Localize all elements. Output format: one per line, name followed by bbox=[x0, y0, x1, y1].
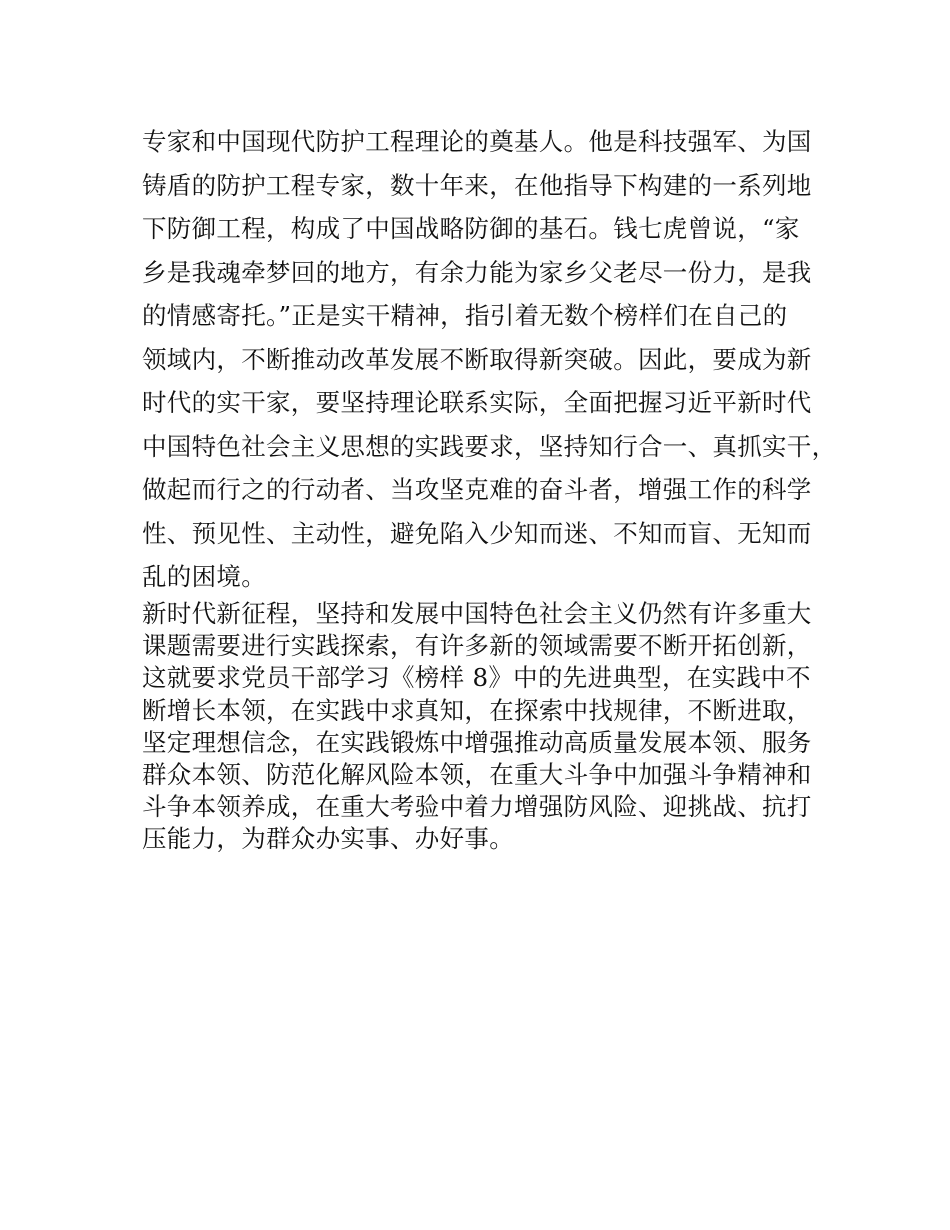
paragraph-line: 中国特色社会主义思想的实践要求，坚持知行合一、真抓实干， bbox=[142, 431, 837, 461]
paragraph-line: 下防御工程，构成了中国战略防御的基石。钱七虎曾说，“家 bbox=[142, 214, 800, 243]
paragraph-1 bbox=[142, 120, 837, 599]
paragraph-2 bbox=[142, 598, 810, 856]
paragraph-line: 领域内，不断推动改革发展不断取得新突破。因此，要成为新 bbox=[142, 344, 812, 374]
paragraph-line: 时代的实干家，要坚持理论联系实际，全面把握习近平新时代 bbox=[142, 388, 812, 417]
paragraph-line: 乱的困境。 bbox=[142, 562, 266, 591]
paragraph-line: 乡是我魂牵梦回的地方，有余力能为家乡父老尽一份力，是我 bbox=[142, 257, 812, 287]
paragraph-line: 专家和中国现代防护工程理论的奠基人。他是科技强军、为国 bbox=[142, 127, 812, 156]
paragraph-line: 斗争本领养成，在重大考验中着力增强防风险、迎挑战、抗打 bbox=[142, 792, 812, 822]
paragraph-line: 坚定理想信念，在实践锻炼中增强推动高质量发展本领、服务 bbox=[142, 727, 812, 757]
paragraph-line: 做起而行之的行动者、当攻坚克难的奋斗者，增强工作的科学 bbox=[142, 475, 812, 504]
paragraph-line: 的情感寄托。”正是实干精神，指引着无数个榜样们在自己的 bbox=[142, 301, 788, 330]
paragraph-line: 新时代新征程，坚持和发展中国特色社会主义仍然有许多重大 bbox=[142, 599, 812, 628]
paragraph-line: 断增长本领，在实践中求真知，在探索中找规律，不断进取， bbox=[142, 695, 812, 725]
paragraph-line: 课题需要进行实践探索，有许多新的领域需要不断开拓创新， bbox=[142, 631, 812, 661]
paragraph-line: 这就要求党员干部学习《榜样 8》中的先进典型，在实践中不 bbox=[142, 663, 811, 693]
paragraph-line: 压能力，为群众办实事、办好事。 bbox=[142, 824, 514, 854]
paragraph-line: 性、预见性、主动性，避免陷入少知而迷、不知而盲、无知而 bbox=[142, 518, 812, 548]
paragraph-line: 群众本领、防范化解风险本领，在重大斗争中加强斗争精神和 bbox=[142, 759, 812, 789]
paragraph-line: 铸盾的防护工程专家，数十年来，在他指导下构建的一系列地 bbox=[142, 170, 812, 200]
